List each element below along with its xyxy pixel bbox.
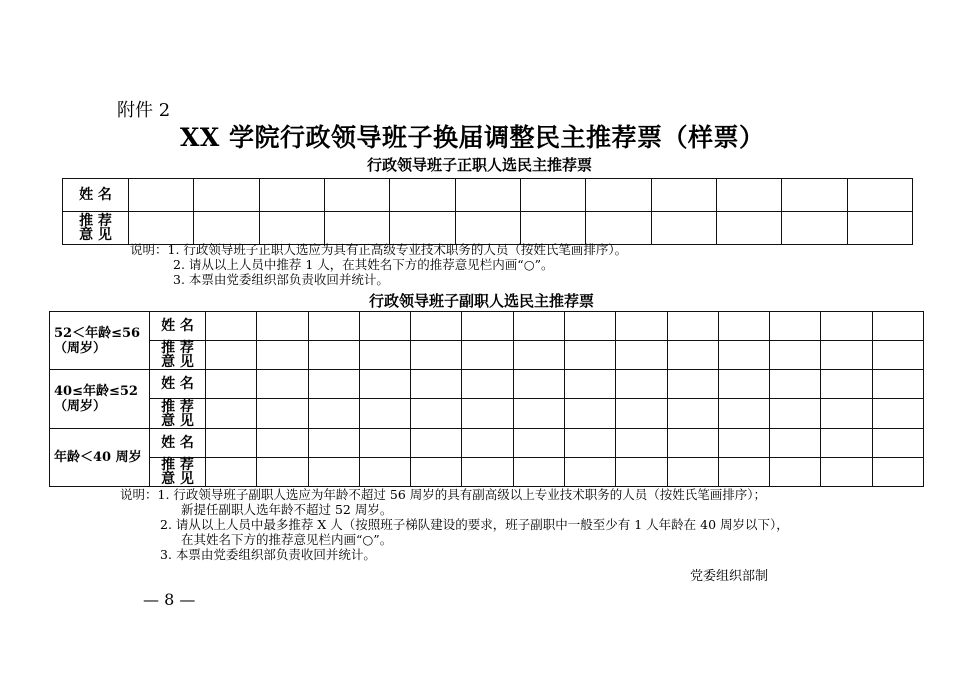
age-group-range: 52＜年龄≤56	[54, 325, 141, 341]
age-group-label	[50, 312, 150, 370]
name-cell	[770, 428, 821, 457]
opinion-cell[interactable]	[324, 212, 389, 245]
name-cell	[872, 370, 923, 399]
opinion-cell[interactable]	[821, 457, 872, 486]
name-cell	[206, 370, 257, 399]
name-cell	[847, 179, 912, 212]
age-group-range: 40≤年龄≤52	[54, 383, 138, 399]
name-cell	[359, 370, 410, 399]
opinion-cell[interactable]	[308, 457, 359, 486]
opinion-cell[interactable]	[564, 457, 615, 486]
name-cell	[520, 179, 585, 212]
opinion-row-label	[150, 399, 206, 428]
opinion-cell[interactable]	[359, 341, 410, 370]
opinion-cell[interactable]	[257, 341, 308, 370]
name-row	[50, 428, 924, 457]
opinion-cell[interactable]	[651, 212, 716, 245]
name-cell	[359, 428, 410, 457]
name-cell	[411, 370, 462, 399]
section2-note-3: 3. 本票由党委组织部负责收回并统计。	[160, 547, 376, 562]
name-cell	[194, 179, 259, 212]
opinion-label-line1: 推 荐	[79, 213, 112, 229]
opinion-cell[interactable]	[821, 341, 872, 370]
page-number: — 8 —	[143, 590, 196, 609]
age-group-label	[50, 428, 150, 486]
age-group-range: 年龄＜40 周岁	[54, 449, 142, 465]
name-cell	[564, 312, 615, 341]
opinion-row	[50, 341, 924, 370]
opinion-cell[interactable]	[872, 399, 923, 428]
opinion-cell[interactable]	[411, 457, 462, 486]
name-cell	[308, 312, 359, 341]
opinion-row	[63, 212, 913, 245]
name-cell	[257, 428, 308, 457]
name-cell	[462, 428, 513, 457]
name-cell	[782, 179, 847, 212]
section2-note-1: 说明：1. 行政领导班子副职人选应为年龄不超过 56 周岁的具有副高级以上专业技术职务的人员（按姓氏笔画排序）；	[120, 487, 767, 502]
opinion-cell[interactable]	[586, 212, 651, 245]
name-row-label: 姓 名	[150, 312, 206, 341]
name-cell	[770, 312, 821, 341]
opinion-cell[interactable]	[770, 341, 821, 370]
name-cell	[513, 312, 564, 341]
name-cell	[718, 428, 769, 457]
name-cell	[462, 312, 513, 341]
name-cell	[564, 428, 615, 457]
issuer-signature: 党委组织部制	[690, 569, 769, 584]
opinion-cell[interactable]	[513, 341, 564, 370]
section1-heading: 行政领导班子正职人选民主推荐票	[367, 156, 593, 174]
section2-note-2-cont: 在其姓名下方的推荐意见栏内画“○”。	[181, 532, 393, 547]
opinion-cell[interactable]	[129, 212, 194, 245]
name-row-label: 姓 名	[150, 370, 206, 399]
opinion-cell[interactable]	[564, 341, 615, 370]
section2-ballot-table	[49, 311, 924, 487]
attachment-label: 附件 2	[117, 100, 171, 121]
name-cell	[411, 312, 462, 341]
name-cell	[821, 370, 872, 399]
name-row-label: 姓 名	[63, 179, 129, 212]
opinion-label-line2: 意 见	[161, 354, 194, 371]
name-cell	[455, 179, 520, 212]
name-row	[63, 179, 913, 212]
section2-note-1-cont: 新提任副职人选年龄不超过 52 周岁。	[181, 502, 393, 517]
opinion-cell[interactable]	[257, 457, 308, 486]
opinion-cell[interactable]	[564, 399, 615, 428]
opinion-cell[interactable]	[667, 399, 718, 428]
name-cell	[462, 370, 513, 399]
name-row-label: 姓 名	[150, 428, 206, 457]
name-cell	[564, 370, 615, 399]
age-group-label	[50, 370, 150, 428]
opinion-cell[interactable]	[308, 399, 359, 428]
name-cell	[616, 428, 667, 457]
name-row	[50, 312, 924, 341]
opinion-cell[interactable]	[718, 457, 769, 486]
name-cell	[716, 179, 781, 212]
section1-note-1: 说明：1. 行政领导班子正职人选应为具有正高级专业技术职务的人员（按姓氏笔画排序）。	[130, 242, 628, 257]
opinion-cell[interactable]	[782, 212, 847, 245]
opinion-label-line1: 推 荐	[161, 398, 194, 415]
opinion-label-line1: 推 荐	[161, 340, 194, 357]
opinion-cell[interactable]	[821, 399, 872, 428]
name-cell	[872, 428, 923, 457]
name-cell	[206, 312, 257, 341]
opinion-row-label	[150, 341, 206, 370]
opinion-cell[interactable]	[411, 341, 462, 370]
name-cell	[411, 428, 462, 457]
name-cell	[718, 312, 769, 341]
opinion-cell[interactable]	[513, 457, 564, 486]
opinion-cell[interactable]	[308, 341, 359, 370]
opinion-label-line1: 推 荐	[161, 456, 194, 473]
name-cell	[586, 179, 651, 212]
opinion-cell[interactable]	[411, 399, 462, 428]
name-cell	[770, 370, 821, 399]
name-cell	[257, 312, 308, 341]
opinion-cell[interactable]	[462, 399, 513, 428]
name-cell	[872, 312, 923, 341]
name-cell	[308, 370, 359, 399]
opinion-cell[interactable]	[667, 341, 718, 370]
opinion-row-label	[150, 457, 206, 486]
opinion-cell[interactable]	[513, 399, 564, 428]
opinion-cell[interactable]	[462, 457, 513, 486]
name-cell	[129, 179, 194, 212]
opinion-cell[interactable]	[716, 212, 781, 245]
opinion-cell[interactable]	[194, 212, 259, 245]
name-cell	[616, 370, 667, 399]
opinion-cell[interactable]	[847, 212, 912, 245]
opinion-cell[interactable]	[257, 399, 308, 428]
opinion-cell[interactable]	[359, 399, 410, 428]
section2-note-2: 2. 请从以上人员中最多推荐 X 人（按照班子梯队建设的要求，班子副职中一般至少有 1 人年龄在 40 周岁以下），	[160, 517, 789, 532]
name-cell	[259, 179, 324, 212]
opinion-cell[interactable]	[718, 399, 769, 428]
opinion-cell[interactable]	[206, 341, 257, 370]
opinion-cell[interactable]	[206, 399, 257, 428]
opinion-label-line2: 意 见	[161, 470, 194, 487]
opinion-cell[interactable]	[616, 457, 667, 486]
opinion-cell[interactable]	[718, 341, 769, 370]
name-cell	[324, 179, 389, 212]
name-cell	[667, 370, 718, 399]
name-cell	[651, 179, 716, 212]
name-cell	[718, 370, 769, 399]
age-group-unit: （周岁）	[54, 398, 107, 414]
name-cell	[513, 428, 564, 457]
opinion-label-line2: 意 见	[79, 227, 112, 243]
opinion-cell[interactable]	[462, 341, 513, 370]
opinion-cell[interactable]	[667, 457, 718, 486]
section2-heading: 行政领导班子副职人选民主推荐票	[369, 292, 595, 310]
opinion-cell[interactable]	[206, 457, 257, 486]
name-cell	[513, 370, 564, 399]
section1-ballot-table	[62, 178, 913, 245]
opinion-cell[interactable]	[390, 212, 455, 245]
section1-note-2: 2. 请从以上人员中推荐 1 人，在其姓名下方的推荐意见栏内画“○”。	[173, 257, 554, 272]
opinion-cell[interactable]	[359, 457, 410, 486]
opinion-label-line2: 意 见	[161, 412, 194, 429]
opinion-cell[interactable]	[872, 341, 923, 370]
name-cell	[821, 312, 872, 341]
name-cell	[390, 179, 455, 212]
opinion-cell[interactable]	[872, 457, 923, 486]
opinion-cell[interactable]	[616, 341, 667, 370]
name-cell	[616, 312, 667, 341]
name-cell	[206, 428, 257, 457]
name-row	[50, 370, 924, 399]
name-cell	[308, 428, 359, 457]
opinion-cell[interactable]	[770, 399, 821, 428]
opinion-cell[interactable]	[455, 212, 520, 245]
opinion-cell[interactable]	[520, 212, 585, 245]
name-cell	[667, 312, 718, 341]
opinion-cell[interactable]	[259, 212, 324, 245]
name-cell	[257, 370, 308, 399]
opinion-cell[interactable]	[616, 399, 667, 428]
opinion-row-label	[63, 212, 129, 245]
age-group-unit: （周岁）	[54, 340, 107, 356]
opinion-cell[interactable]	[770, 457, 821, 486]
section1-note-3: 3. 本票由党委组织部负责收回并统计。	[173, 272, 389, 287]
name-cell	[359, 312, 410, 341]
opinion-row	[50, 399, 924, 428]
name-cell	[667, 428, 718, 457]
name-cell	[821, 428, 872, 457]
page-title: XX 学院行政领导班子换届调整民主推荐票（样票）	[180, 123, 765, 152]
opinion-row	[50, 457, 924, 486]
